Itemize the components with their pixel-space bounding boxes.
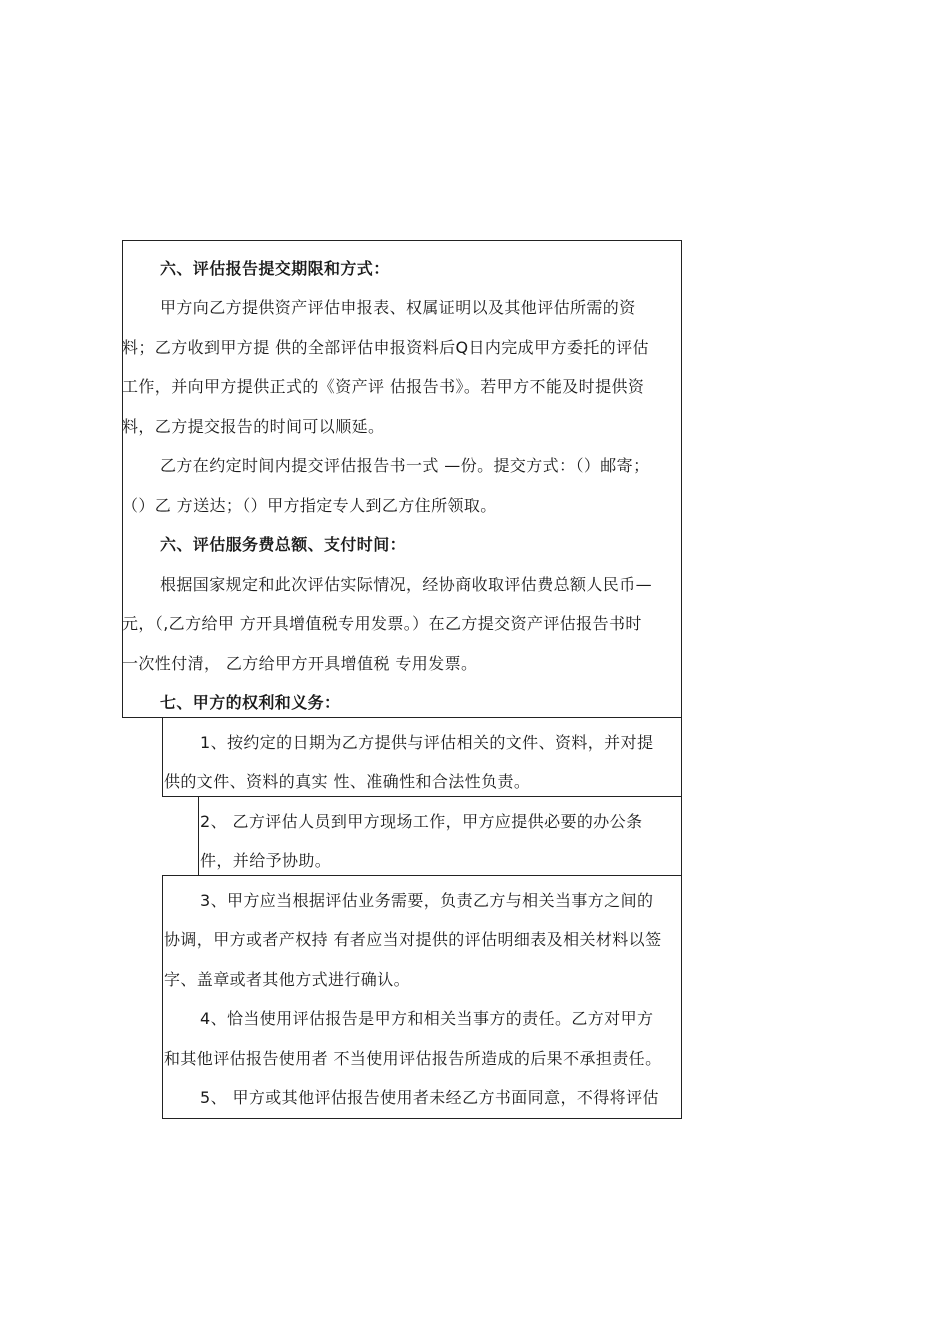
item1-line-1: 1、按约定的日期为乙方提供与评估相关的文件、资料，并对提 — [200, 733, 654, 752]
item4-line-1: 4、恰当使用评估报告是甲方和相关当事方的责任。乙方对甲方 — [200, 1009, 654, 1028]
p3-line-2: 元，（,乙方给甲 方开具增值税专用发票。）在乙方提交资产评估报告书时 — [122, 614, 642, 633]
p2-line-2: （）乙 方送达；（）甲方指定专人到乙方住所领取。 — [122, 496, 497, 515]
p3-line-1: 根据国家规定和此次评估实际情况，经协商收取评估费总额人民币— — [160, 575, 653, 594]
item2-line-2: 件，并给予协助。 — [200, 851, 332, 870]
item5-line-1: 5、 甲方或其他评估报告使用者未经乙方书面同意，不得将评估 — [200, 1088, 659, 1107]
section7-title: 七、甲方的权利和义务： — [160, 693, 341, 712]
item3-line-1: 3、甲方应当根据评估业务需要，负责乙方与相关当事方之间的 — [200, 891, 654, 910]
item1-line-2: 供的文件、资料的真实 性、准确性和合法性负责。 — [164, 772, 531, 791]
p2-line-1: 乙方在约定时间内提交评估报告书一式 —份。提交方式：（）邮寄； — [160, 456, 650, 475]
p1-line-2: 料；乙方收到甲方提 供的全部评估申报资料后Q日内完成甲方委托的评估 — [122, 338, 649, 357]
section6-title: 六、评估报告提交期限和方式： — [160, 259, 390, 278]
item3-line-3: 字、盖章或者其他方式进行确认。 — [164, 970, 411, 989]
p3-line-3: 一次性付清， 乙方给甲方开具增值税 专用发票。 — [122, 654, 478, 673]
item3-line-2: 协调，甲方或者产权持 有者应当对提供的评估明细表及相关材料以签 — [164, 930, 662, 949]
p1-line-3: 工作，并向甲方提供正式的《资产评 估报告书》。若甲方不能及时提供资 — [122, 377, 645, 396]
item4-line-2: 和其他评估报告使用者 不当使用评估报告所造成的后果不承担责任。 — [164, 1049, 662, 1068]
p1-line-1: 甲方向乙方提供资产评估申报表、权属证明以及其他评估所需的资 — [160, 298, 636, 317]
items3-5-box — [162, 875, 682, 1119]
p1-line-4: 料，乙方提交报告的时间可以顺延。 — [122, 417, 385, 436]
item2-line-1: 2、 乙方评估人员到甲方现场工作，甲方应提供必要的办公条 — [200, 812, 643, 831]
section6b-title: 六、评估服务费总额、支付时间： — [160, 535, 407, 554]
